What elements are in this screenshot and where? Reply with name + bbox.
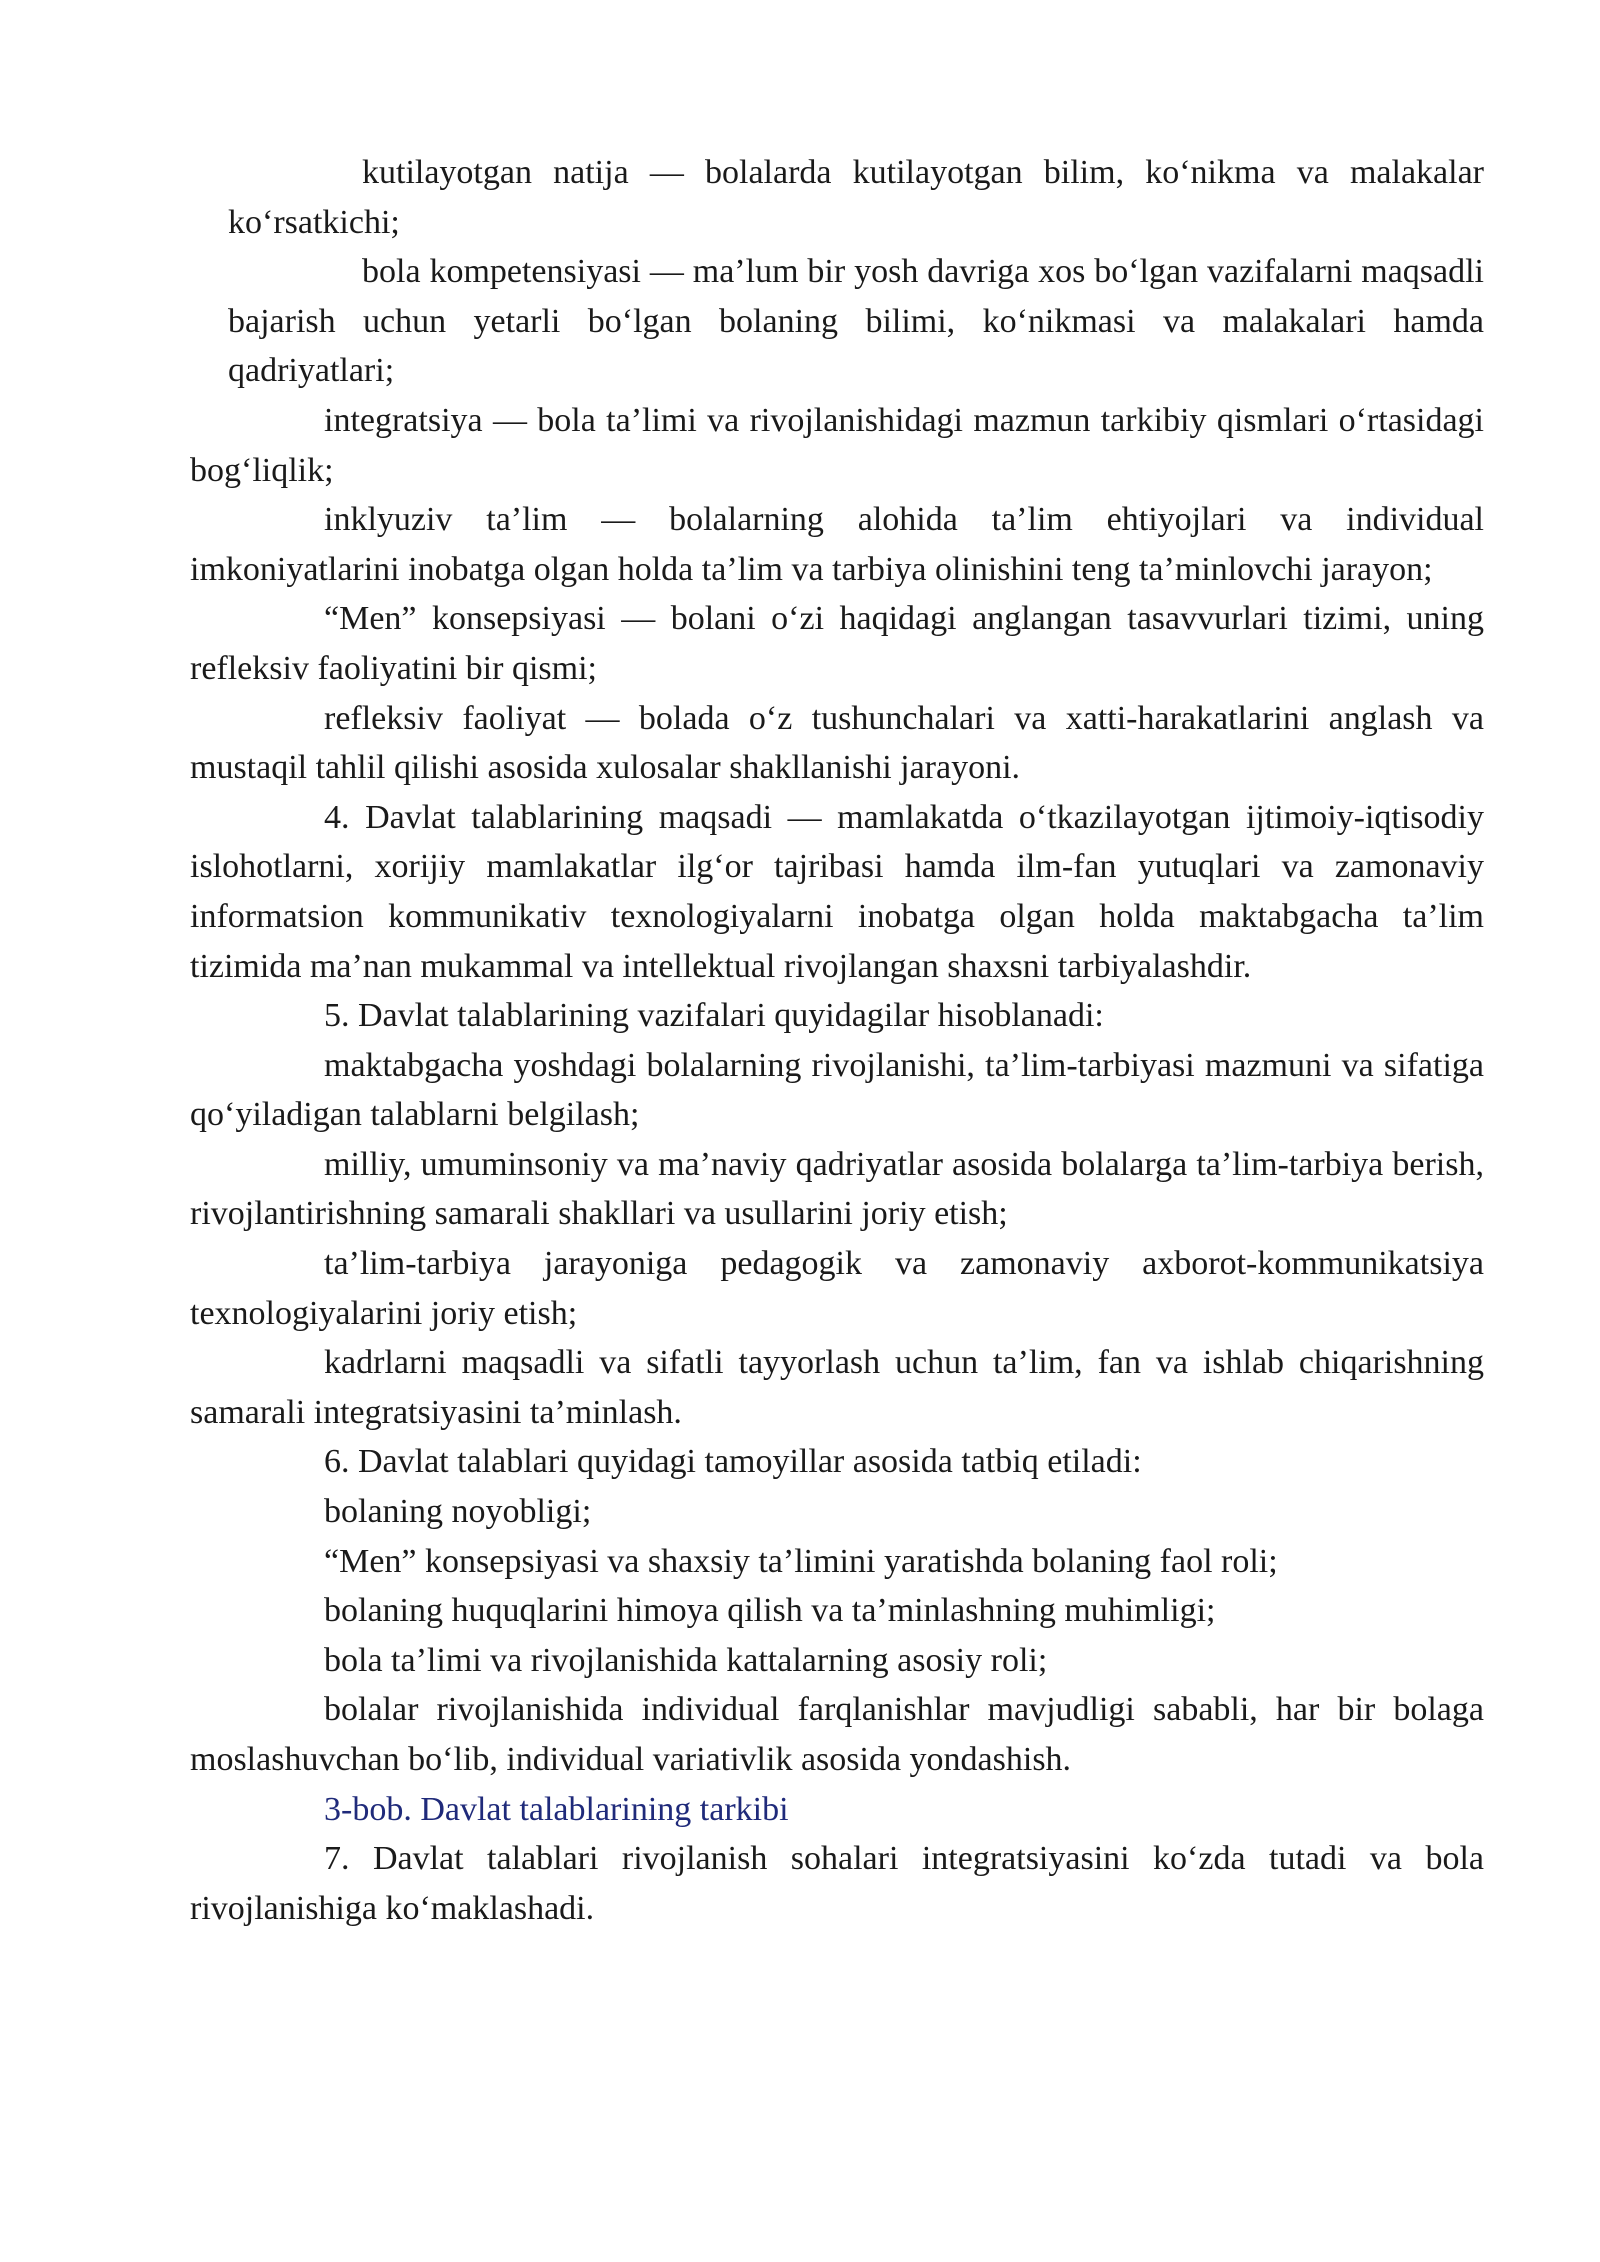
definition-expected-result: kutilayotgan natija — bolalarda kutilayotgan bilim, ko‘nikma va malakalar ko‘rsatkichi; [228,154,1484,241]
document-body [190,148,1484,1933]
definition-reflexive-activity: refleksiv faoliyat — bolada o‘z tushunchalari va xatti-harakatlarini anglash va mustaqil tahlil qilishi asosida xulosalar shakllanishi jarayoni. [190,699,1484,787]
task-item: milliy, umuminsoniy va ma’naviy qadriyatlar asosida bolalarga ta’lim-tarbiya berish, rivojlantirishning samarali shakllari va usullarini joriy etish; [190,1145,1484,1233]
paragraph-4-goal: 4. Davlat talablarining maqsadi — mamlakatda o‘tkazilayotgan ijtimoiy-iqtisodiy islohotlarni, xorijiy mamlakatlar ilg‘or tajribasi hamda ilm-fan yutuqlari va zamonaviy informatsion kommunikativ texnologiyalarni inobatga olgan holda maktabgacha ta’lim tizimida ma’nan mukammal va intellektual rivojlangan shaxsni tarbiyalashdir. [190,798,1484,985]
definition-child-competence: bola kompetensiyasi — ma’lum bir yosh davriga xos bo‘lgan vazifalarni maqsadli bajarish uchun yetarli bo‘lgan bolaning bilimi, ko‘nikmasi va malakalari hamda qadriyatlari; [228,253,1484,390]
chapter-heading: 3-bob. Davlat talablarining tarkibi [324,1790,789,1828]
paragraph-5-tasks-intro: 5. Davlat talablarining vazifalari quyidagilar hisoblanadi: [324,997,1104,1035]
principle-item: bolaning noyobligi; [324,1493,592,1531]
task-item: maktabgacha yoshdagi bolalarning rivojlanishi, ta’lim-tarbiyasi mazmuni va sifatiga qo‘yiladigan talablarni belgilash; [190,1046,1484,1134]
task-item: ta’lim-tarbiya jarayoniga pedagogik va zamonaviy axborot-kommunikatsiya texnologiyalarini joriy etish; [190,1245,1484,1332]
definition-integration: integratsiya — bola ta’limi va rivojlanishidagi mazmun tarkibiy qismlari o‘rtasidagi bog‘liqlik; [190,401,1484,489]
definition-me-concept: “Men” konsepsiyasi — bolani o‘zi haqidagi anglangan tasavvurlari tizimi, uning refleksiv faoliyatini bir qismi; [190,600,1484,687]
principle-item: bola ta’limi va rivojlanishida kattalarning asosiy roli; [324,1641,1048,1679]
principle-item: bolaning huquqlarini himoya qilish va ta’minlashning muhimligi; [324,1592,1216,1630]
paragraph-6-principles-intro: 6. Davlat talablari quyidagi tamoyillar asosida tatbiq etiladi: [324,1443,1142,1481]
principle-item: “Men” konsepsiyasi va shaxsiy ta’limini yaratishda bolaning faol roli; [324,1542,1278,1580]
task-item: kadrlarni maqsadli va sifatli tayyorlash uchun ta’lim, fan va ishlab chiqarishning samarali integratsiyasini ta’minlash. [190,1344,1484,1431]
definition-inclusive-education: inklyuziv ta’lim — bolalarning alohida ta’lim ehtiyojlari va individual imkoniyatlarini inobatga olgan holda ta’lim va tarbiya olinishini teng ta’minlovchi jarayon; [190,501,1484,588]
paragraph-7: 7. Davlat talablari rivojlanish sohalari integratsiyasini ko‘zda tutadi va bola rivojlanishiga ko‘maklashadi. [190,1840,1484,1927]
principle-item: bolalar rivojlanishida individual farqlanishlar mavjudligi sababli, har bir bolaga moslashuvchan bo‘lib, individual variativlik asosida yondashish. [190,1691,1484,1778]
